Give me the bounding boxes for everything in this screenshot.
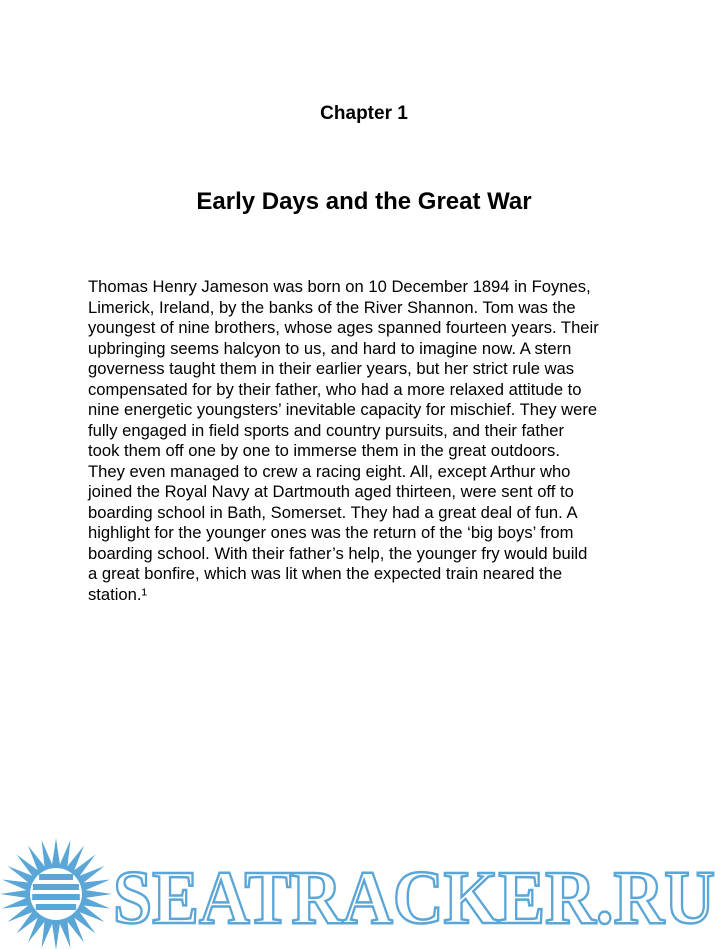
body-line: Limerick, Ireland, by the banks of the River Shannon. Tom was the: [88, 297, 576, 317]
body-line: youngest of nine brothers, whose ages spanned fourteen years. Their: [88, 318, 599, 337]
chapter-label: Chapter 1: [320, 103, 408, 124]
body-line: compensated for by their father, who had a more relaxed attitude to: [88, 379, 582, 399]
body-line: highlight for the younger ones was the return of the ‘big boys’ from: [88, 523, 574, 542]
body-line: They even managed to crew a racing eight. All, except Arthur who: [88, 461, 571, 481]
watermark-text: SEATRACKER.RU: [113, 856, 715, 940]
body-line: Thomas Henry Jameson was born on 10 December 1894 in Foynes,: [88, 277, 591, 296]
body-line: a great bonfire, which was lit when the expected train neared the: [88, 564, 563, 583]
body-line: joined the Royal Navy at Dartmouth aged thirteen, were sent off to: [88, 482, 574, 501]
sun-logo-icon: [0, 838, 112, 949]
body-line: nine energetic youngsters’ inevitable capacity for mischief. They were: [88, 400, 598, 419]
body-line: took them off one by one to immerse them in the great outdoors.: [88, 441, 560, 460]
body-line: station.¹: [88, 584, 148, 604]
body-line: upbringing seems halcyon to us, and hard to imagine now. A stern: [88, 338, 572, 358]
watermark: [0, 836, 728, 949]
body-line: governess taught them in their earlier years, but her strict rule was: [88, 359, 575, 378]
chapter-title: Early Days and the Great War: [196, 188, 532, 215]
body-line: boarding school. With their father’s help, the younger fry would build: [88, 543, 588, 563]
body-line: fully engaged in field sports and country pursuits, and their father: [88, 420, 564, 440]
body-paragraph: [88, 277, 648, 605]
body-line: boarding school in Bath, Somerset. They had a great deal of fun. A: [88, 502, 578, 522]
